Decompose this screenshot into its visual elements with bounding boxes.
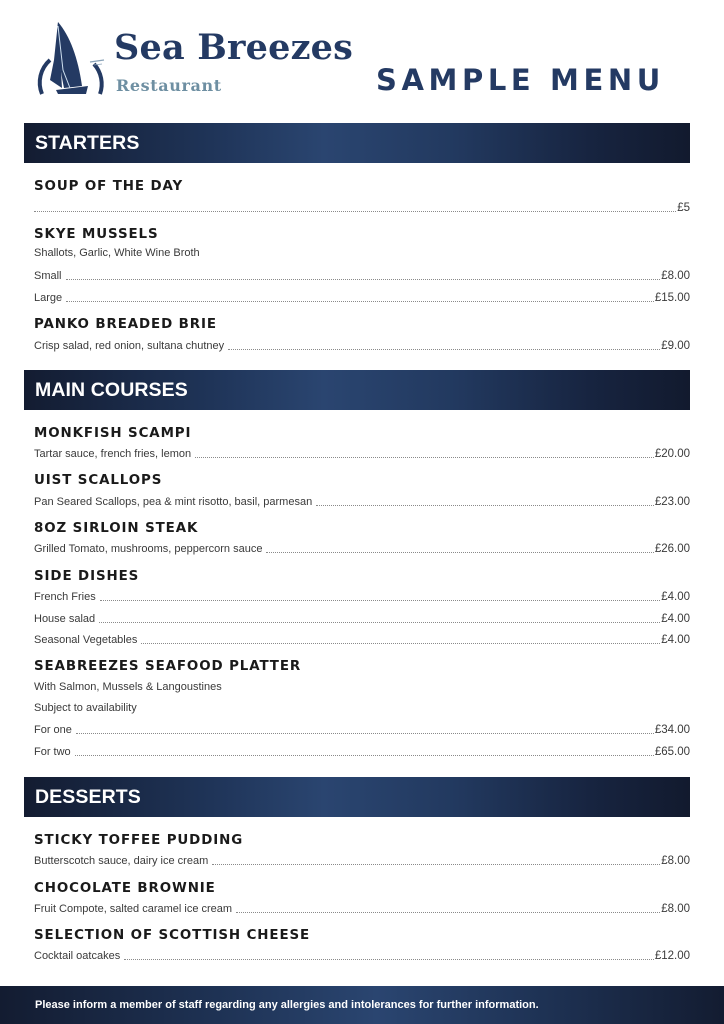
item-title-side-dishes: SIDE DISHES	[34, 569, 140, 584]
price: £8.00	[661, 269, 690, 282]
section-header-desserts	[24, 777, 690, 817]
leader-dots	[228, 349, 660, 350]
line-label: Cocktail oatcakes	[34, 950, 121, 962]
price: £34.00	[654, 723, 690, 736]
leader-dots	[34, 211, 676, 212]
item-title-uist-scallops: UIST SCALLOPS	[34, 473, 163, 488]
price: £26.00	[654, 542, 690, 555]
price-line	[34, 744, 690, 758]
price: £12.00	[654, 949, 690, 962]
sailboat-icon	[36, 20, 106, 96]
item-description: Shallots, Garlic, White Wine Broth	[34, 247, 200, 259]
leader-dots	[212, 864, 660, 865]
price: £23.00	[654, 495, 690, 508]
item-title-8oz-sirloin-steak: 8OZ SIRLOIN STEAK	[34, 521, 199, 536]
price-line	[34, 611, 690, 625]
leader-dots	[99, 622, 660, 623]
price: £8.00	[661, 854, 690, 867]
price-line	[34, 446, 690, 460]
price: £4.00	[661, 612, 690, 625]
allergy-notice: Please inform a member of staff regarding any allergies and intolerances for further information.	[35, 999, 539, 1011]
line-label: Crisp salad, red onion, sultana chutney	[34, 340, 225, 352]
leader-dots	[195, 457, 654, 458]
line-label: Butterscotch sauce, dairy ice cream	[34, 855, 209, 867]
price-line	[34, 290, 690, 304]
line-label: Large	[34, 292, 63, 304]
price-line	[34, 494, 690, 508]
availability-note: Subject to availability	[34, 702, 137, 714]
line-label: For two	[34, 746, 71, 758]
price: £4.00	[661, 590, 690, 603]
price-line	[34, 632, 690, 646]
price-line	[34, 948, 690, 962]
line-label: Small	[34, 270, 62, 282]
leader-dots	[66, 279, 661, 280]
price-line	[34, 589, 690, 603]
price: £8.00	[661, 902, 690, 915]
price-line	[34, 268, 690, 282]
price: £20.00	[654, 447, 690, 460]
item-description: With Salmon, Mussels & Langoustines	[34, 681, 222, 693]
restaurant-subtitle: Restaurant	[116, 76, 222, 95]
price: £15.00	[654, 291, 690, 304]
line-label: For one	[34, 724, 72, 736]
item-title-soup-of-the-day: SOUP OF THE DAY	[34, 179, 184, 194]
restaurant-name: Sea Breezes	[114, 27, 354, 68]
line-label: House salad	[34, 613, 96, 625]
price-line	[34, 200, 690, 214]
section-title: STARTERS	[35, 131, 140, 154]
leader-dots	[76, 733, 654, 734]
price: £5	[677, 201, 690, 214]
leader-dots	[236, 912, 660, 913]
section-title: DESSERTS	[35, 785, 141, 808]
leader-dots	[141, 643, 660, 644]
item-title-scottish-cheese: SELECTION OF SCOTTISH CHEESE	[34, 928, 311, 943]
line-label: Tartar sauce, french fries, lemon	[34, 448, 192, 460]
line-label: Seasonal Vegetables	[34, 634, 138, 646]
leader-dots	[316, 505, 654, 506]
price-line	[34, 338, 690, 352]
item-title-chocolate-brownie: CHOCOLATE BROWNIE	[34, 881, 216, 896]
line-label: French Fries	[34, 591, 96, 603]
price-line	[34, 722, 690, 736]
line-label: Pan Seared Scallops, pea & mint risotto, basil, parmesan	[34, 496, 313, 508]
menu-header	[0, 0, 724, 118]
price: £4.00	[661, 633, 690, 646]
item-title-skye-mussels: SKYE MUSSELS	[34, 227, 159, 242]
leader-dots	[124, 959, 654, 960]
page-title: SAMPLE MENU	[376, 63, 665, 97]
price: £9.00	[661, 339, 690, 352]
price-line	[34, 853, 690, 867]
leader-dots	[66, 301, 654, 302]
item-title-panko-breaded-brie: PANKO BREADED BRIE	[34, 317, 217, 332]
price-line	[34, 901, 690, 915]
section-header-main-courses	[24, 370, 690, 410]
price-line	[34, 541, 690, 555]
line-label: Fruit Compote, salted caramel ice cream	[34, 903, 233, 915]
item-title-seafood-platter: SEABREEZES SEAFOOD PLATTER	[34, 659, 302, 674]
line-label: Grilled Tomato, mushrooms, peppercorn sauce	[34, 543, 263, 555]
price: £65.00	[654, 745, 690, 758]
item-title-sticky-toffee-pudding: STICKY TOFFEE PUDDING	[34, 833, 244, 848]
leader-dots	[100, 600, 660, 601]
leader-dots	[266, 552, 653, 553]
allergy-notice-bar	[0, 986, 724, 1024]
leader-dots	[75, 755, 654, 756]
item-title-monkfish-scampi: MONKFISH SCAMPI	[34, 426, 192, 441]
section-title: MAIN COURSES	[35, 378, 188, 401]
section-header-starters	[24, 123, 690, 163]
